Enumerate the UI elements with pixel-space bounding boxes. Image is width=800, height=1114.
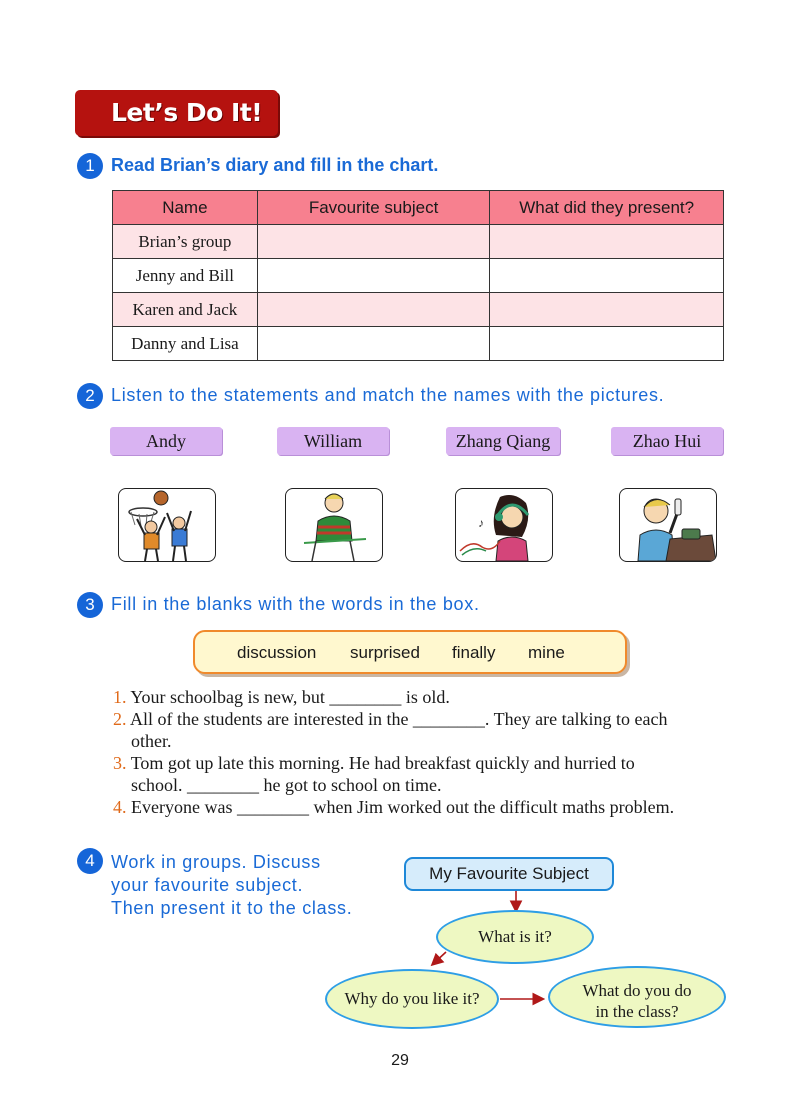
exercise-number-4: 4 — [77, 848, 103, 874]
name-tag-zhang-qiang[interactable]: Zhang Qiang — [446, 427, 560, 455]
arrow-q1-to-q2 — [433, 952, 446, 964]
word-option: mine — [528, 643, 565, 662]
sentence-text: Everyone was ________ when Jim worked out the difficult maths problem. — [131, 797, 675, 817]
banner-title: Let’s Do It! — [111, 98, 263, 127]
instruction-line: your favourite subject. — [111, 875, 304, 895]
word-option: discussion — [237, 643, 317, 662]
name-tag-william[interactable]: William — [277, 427, 389, 455]
sentence-number: 3. — [113, 753, 127, 773]
exercise-number-1: 1 — [77, 153, 103, 179]
exercise-2-instruction: Listen to the statements and match the names with the pictures. — [111, 385, 665, 405]
word-option: surprised — [350, 643, 420, 662]
diagram-question-what-do — [548, 966, 726, 1028]
diagram-question-why: Why do you like it? — [325, 969, 499, 1029]
sentence-number: 1. — [113, 687, 127, 707]
sentence-text: Your schoolbag is new, but ________ is old. — [130, 687, 450, 707]
instruction-line: Work in groups. Discuss — [111, 852, 321, 872]
chart-name-cell: Karen and Jack — [113, 293, 258, 327]
sentence-3-continued: school. ________ he got to school on time. — [131, 775, 442, 795]
chart-header: What did they present? — [490, 191, 724, 225]
chart-header: Favourite subject — [257, 191, 490, 225]
page-number: 29 — [391, 1052, 409, 1069]
chart-header: Name — [113, 191, 258, 225]
sentence-number: 2. — [113, 709, 127, 729]
name-tag-andy[interactable]: Andy — [110, 427, 222, 455]
exercise-1-instruction: Read Brian’s diary and fill in the chart. — [111, 155, 439, 175]
exercise-number-2: 2 — [77, 383, 103, 409]
diagram-title-box: My Favourite Subject — [404, 857, 614, 891]
sentence-text: All of the students are interested in the ________. They are talking to each — [130, 709, 668, 729]
instruction-line: Then present it to the class. — [111, 898, 353, 918]
name-tag-zhao-hui[interactable]: Zhao Hui — [611, 427, 723, 455]
sentence-2-continued: other. — [131, 731, 172, 751]
chart-name-cell: Brian’s group — [113, 225, 258, 259]
exercise-3-instruction: Fill in the blanks with the words in the box. — [111, 594, 480, 614]
sentence-text: Tom got up late this morning. He had breakfast quickly and hurried to — [130, 753, 635, 773]
diagram-question-line: What do you do — [582, 981, 692, 1000]
sentence-number: 4. — [113, 797, 127, 817]
exercise-number-3: 3 — [77, 592, 103, 618]
chart-name-cell: Danny and Lisa — [113, 327, 258, 361]
diagram-question-line: in the class? — [595, 1002, 679, 1021]
chart-name-cell: Jenny and Bill — [113, 259, 258, 293]
word-option: finally — [452, 643, 496, 662]
diagram-question-what: What is it? — [436, 910, 594, 964]
svg-text:♪: ♪ — [478, 516, 484, 530]
